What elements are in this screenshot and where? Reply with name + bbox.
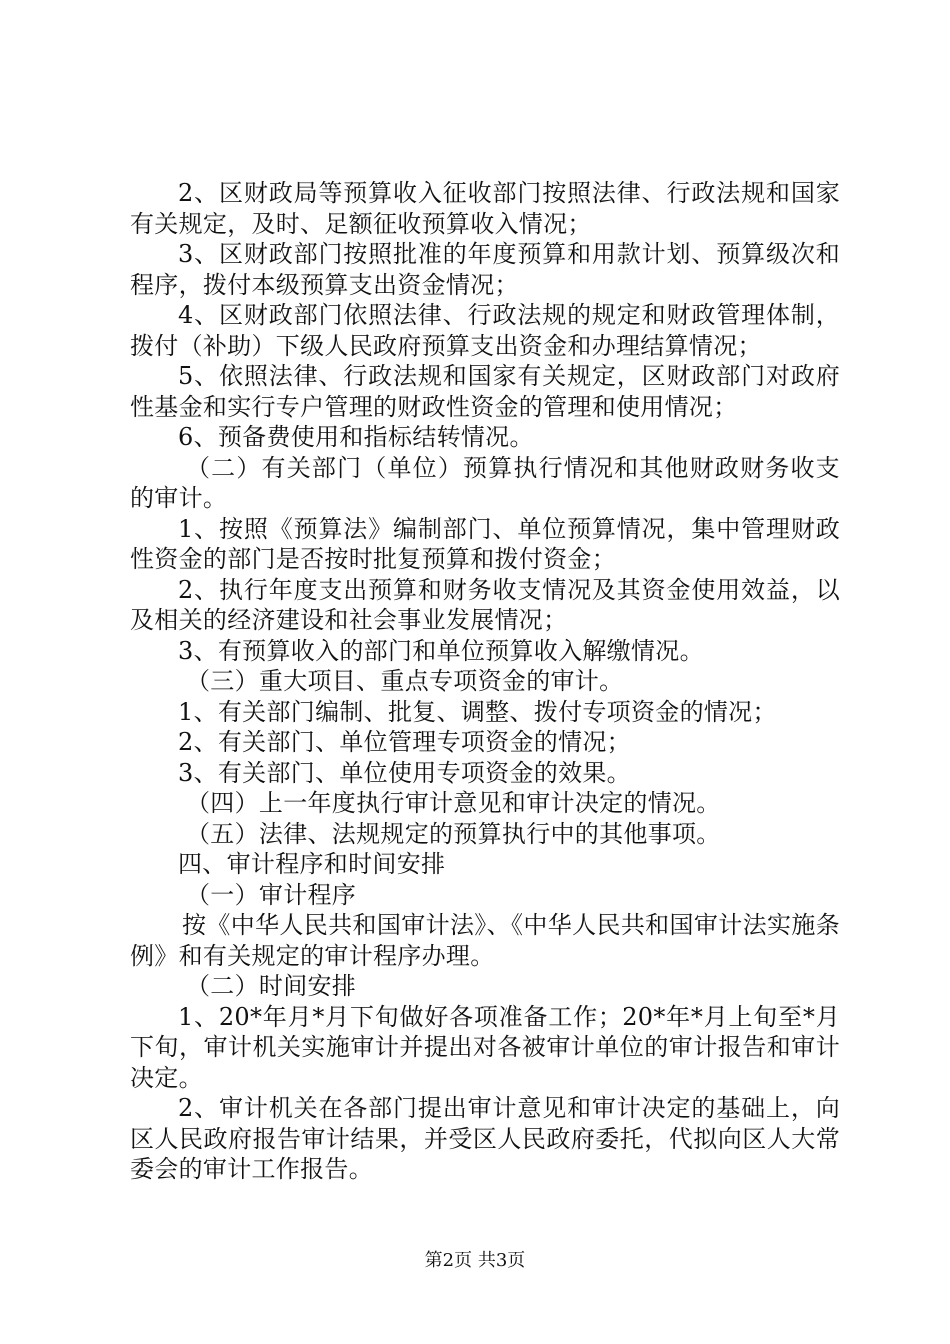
paragraph: 6、预备费使用和指标结转情况。 — [178, 423, 534, 451]
paragraph: 2、审计机关在各部门提出审计意见和审计决定的基础上，向区人民政府报告审计结果，并受区人民政府委托，代拟向区人大常委会的审计工作报告。 — [130, 1094, 840, 1183]
section-heading: （一）审计程序 — [186, 880, 357, 909]
paragraph: 2、执行年度支出预算和财务收支情况及其资金使用效益，以及相关的经济建设和社会事业发展情况； — [130, 575, 840, 634]
section-heading: （五）法律、法规规定的预算执行中的其他事项。 — [186, 819, 721, 848]
paragraph: 5、依照法律、行政法规和国家有关规定，区财政部门对政府性基金和实行专户管理的财政性资金的管理和使用情况； — [130, 362, 840, 421]
paragraph: 3、有预算收入的部门和单位预算收入解缴情况。 — [178, 636, 704, 665]
page-number-footer: 第2页 共3页 — [424, 1250, 526, 1271]
paragraph: 4、区财政部门依照法律、行政法规的规定和财政管理体制，拨付（补助）下级人民政府预算支出资金和办理结算情况； — [130, 301, 840, 360]
paragraph: 2、有关部门、单位管理专项资金的情况； — [178, 728, 631, 756]
section-heading: （二）时间安排 — [186, 972, 357, 1000]
paragraph: 1、按照《预算法》编制部门、单位预算情况，集中管理财政性资金的部门是否按时批复预算和拨付资金； — [130, 514, 840, 573]
paragraph: 3、有关部门、单位使用专项资金的效果。 — [178, 758, 631, 787]
paragraph: 2、区财政局等预算收入征收部门按照法律、行政法规和国家有关规定，及时、足额征收预算收入情况； — [130, 179, 840, 238]
chapter-heading: 四、审计程序和时间安排 — [178, 850, 446, 878]
section-heading: （三）重大项目、重点专项资金的审计。 — [186, 667, 624, 695]
paragraph: 3、区财政部门按照批准的年度预算和用款计划、预算级次和程序，拨付本级预算支出资金情况； — [130, 240, 840, 299]
paragraph: 按《中华人民共和国审计法》、《中华人民共和国审计法实施条例》和有关规定的审计程序办理。 — [130, 911, 840, 970]
section-heading: （四）上一年度执行审计意见和审计决定的情况。 — [186, 789, 721, 817]
section-heading: （二）有关部门（单位）预算执行情况和其他财政财务收支的审计。 — [130, 453, 840, 512]
document-body — [130, 178, 840, 1185]
paragraph: 1、有关部门编制、批复、调整、拨付专项资金的情况； — [178, 697, 777, 726]
paragraph: 1、20*年月*月下旬做好各项准备工作；20*年*月上旬至*月下旬，审计机关实施审计并提出对各被审计单位的审计报告和审计决定。 — [130, 1002, 840, 1092]
